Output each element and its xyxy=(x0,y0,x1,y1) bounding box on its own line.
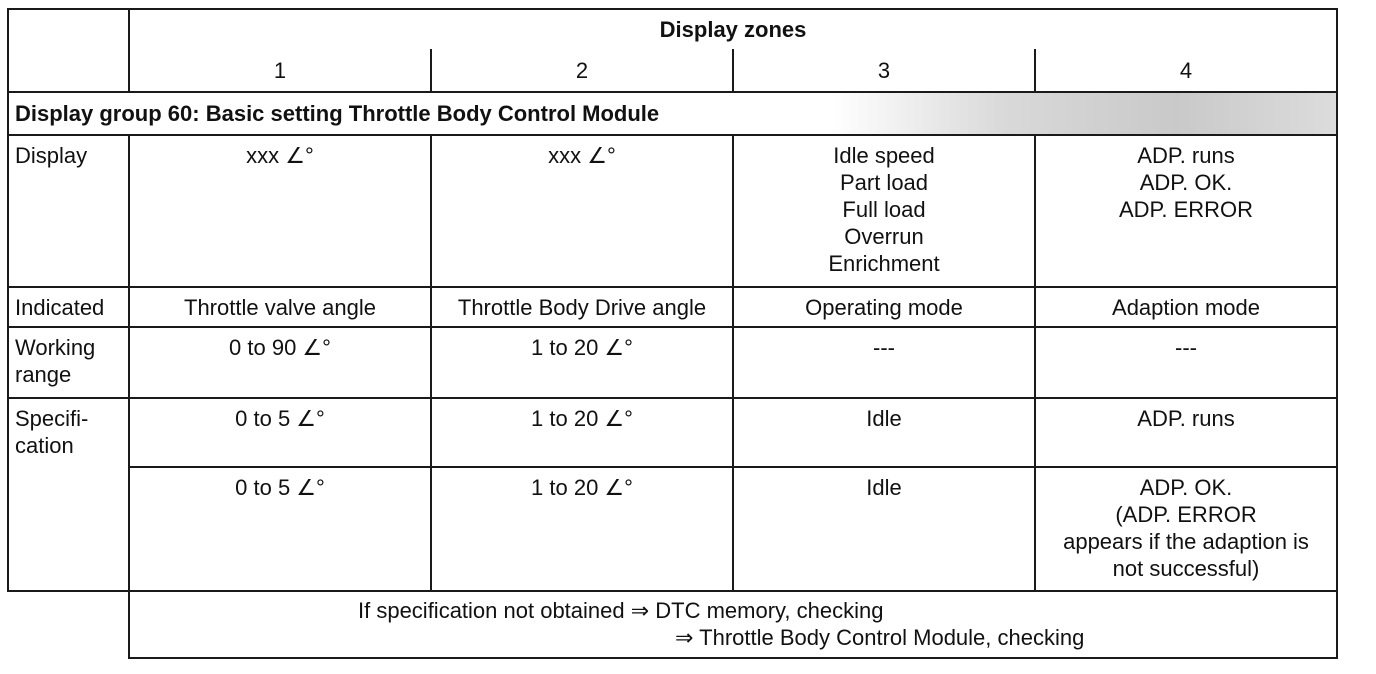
working-range-zone-4: --- xyxy=(1035,327,1337,397)
specification-2-zone-4-line: appears if the adaption is xyxy=(1063,529,1309,555)
display-zone-3-line: Full load xyxy=(842,196,926,222)
display-zone-4-line: ADP. runs xyxy=(1137,142,1235,168)
display-zone-3-line: Part load xyxy=(839,169,929,195)
display-group-title: Display group 60: Basic setting Throttle Body Control Module xyxy=(8,92,1337,134)
working-range-label-line: Working xyxy=(15,335,96,361)
display-zone-1: xxx ∠° xyxy=(129,135,431,288)
specification-note xyxy=(129,591,1337,658)
display-zone-4-line: ADP. OK. xyxy=(1139,169,1233,195)
specification-1-zone-2: 1 to 20 ∠° xyxy=(431,398,733,467)
row-label-indicated: Indicated xyxy=(8,287,129,327)
indicated-zone-1: Throttle valve angle xyxy=(129,287,431,327)
specification-2-zone-4-line: not successful) xyxy=(1112,556,1260,582)
display-zone-3-line: Enrichment xyxy=(828,250,940,276)
row-label-display: Display xyxy=(8,135,129,288)
specification-1-zone-1: 0 to 5 ∠° xyxy=(129,398,431,467)
note-line-throttle-module: ⇒ Throttle Body Control Module, checking xyxy=(675,625,1085,651)
indicated-zone-2: Throttle Body Drive angle xyxy=(431,287,733,327)
zone-4-header: 4 xyxy=(1035,49,1337,92)
specification-1-zone-3: Idle xyxy=(733,398,1035,467)
display-zone-4-line: ADP. ERROR xyxy=(1118,196,1254,222)
indicated-zone-3: Operating mode xyxy=(733,287,1035,327)
specification-2-zone-4 xyxy=(1035,467,1337,591)
zone-1-header: 1 xyxy=(129,49,431,92)
display-zone-3-line: Idle speed xyxy=(833,142,935,168)
display-zones-title: Display zones xyxy=(129,9,1337,49)
zone-2-header: 2 xyxy=(431,49,733,92)
specification-2-zone-3: Idle xyxy=(733,467,1035,591)
note-line-dtc-memory: If specification not obtained ⇒ DTC memory, checking xyxy=(358,598,884,624)
indicated-zone-4: Adaption mode xyxy=(1035,287,1337,327)
row-label-working-range xyxy=(8,327,129,397)
header-corner-cell xyxy=(8,9,129,92)
display-zone-3-line: Overrun xyxy=(844,223,924,249)
specification-2-zone-2: 1 to 20 ∠° xyxy=(431,467,733,591)
row-label-specification xyxy=(8,398,129,591)
specification-2-zone-1: 0 to 5 ∠° xyxy=(129,467,431,591)
working-range-label-line: range xyxy=(15,362,72,388)
display-zone-3 xyxy=(733,135,1035,288)
specification-2-zone-4-line: ADP. OK. xyxy=(1139,475,1233,501)
working-range-zone-2: 1 to 20 ∠° xyxy=(431,327,733,397)
working-range-zone-3: --- xyxy=(733,327,1035,397)
specification-label-line: Specifi- xyxy=(15,405,89,431)
specification-label-line: cation xyxy=(15,432,74,458)
display-zone-4 xyxy=(1035,135,1337,288)
working-range-zone-1: 0 to 90 ∠° xyxy=(129,327,431,397)
specification-1-zone-4: ADP. runs xyxy=(1035,398,1337,467)
note-corner-cell xyxy=(8,591,129,658)
display-zone-2: xxx ∠° xyxy=(431,135,733,288)
specification-2-zone-4-line: (ADP. ERROR xyxy=(1115,502,1257,528)
zone-3-header: 3 xyxy=(733,49,1035,92)
basic-setting-table xyxy=(7,8,1338,659)
